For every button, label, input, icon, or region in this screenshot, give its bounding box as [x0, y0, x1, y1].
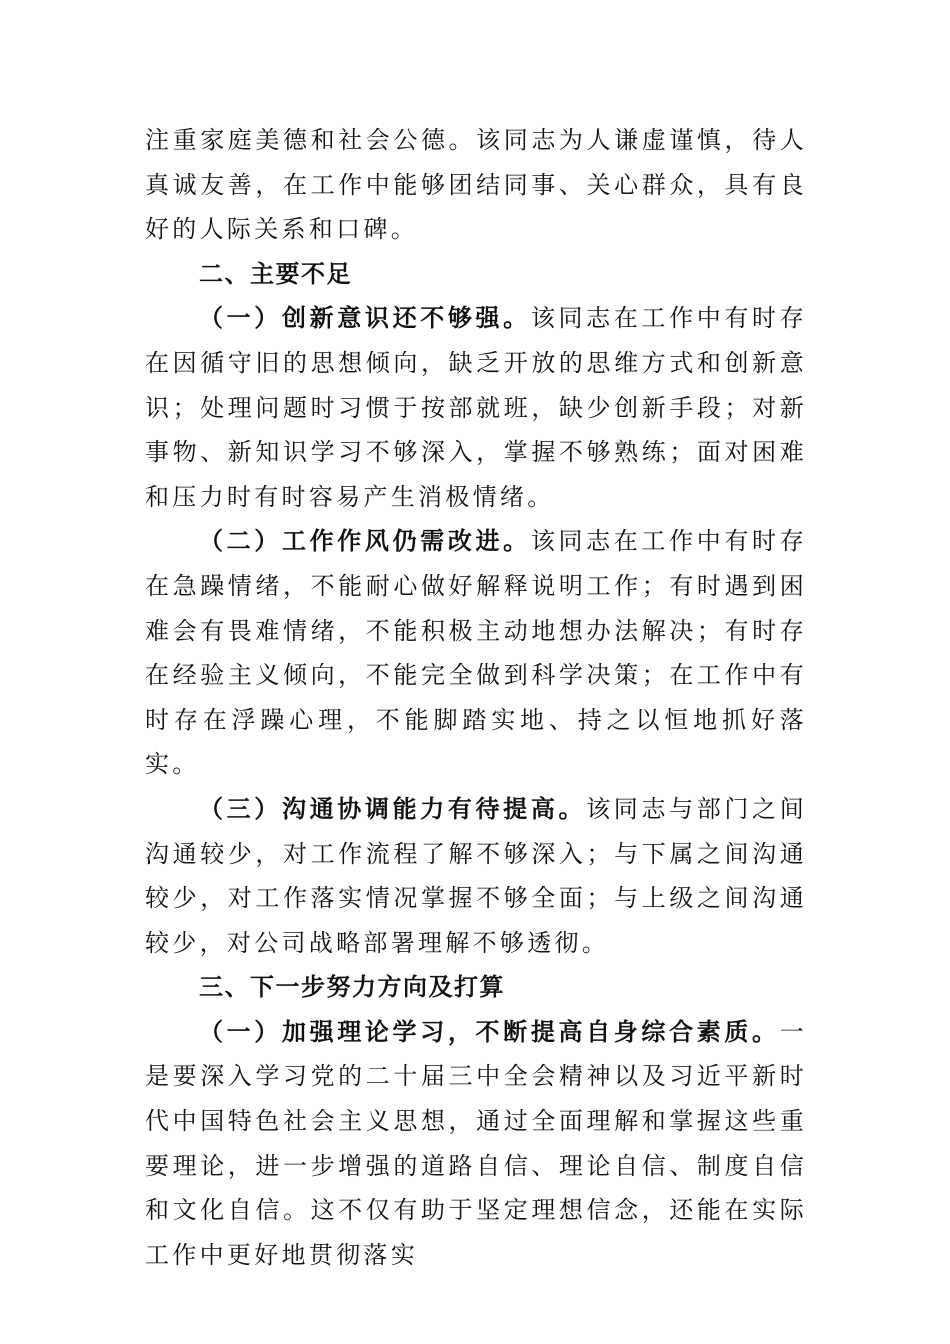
subheading-work-style: （二）工作作风仍需改进。: [199, 526, 531, 556]
paragraph-communication: [145, 787, 807, 965]
subheading-communication: （三）沟通协调能力有待提高。: [199, 793, 587, 823]
paragraph-innovation-text: 该同志在工作中有时存在因循守旧的思想倾向，缺乏开放的思维方式和创新意识；处理问题时习惯于按部就班，缺少创新手段；对新事物、新知识学习不够深入，掌握不够熟练；面对困难和压力时有时容易产生消极情绪。: [145, 304, 807, 511]
subheading-theory-study: （一）加强理论学习，不断提高自身综合素质。: [199, 1016, 780, 1046]
paragraph-work-style-text: 该同志在工作中有时存在急躁情绪，不能耐心做好解释说明工作；有时遇到困难会有畏难情绪，不能积极主动地想办法解决；有时存在经验主义倾向，不能完全做到科学决策；在工作中有时存在浮躁心理，不能脚踏实地、持之以恒地抓好落实。: [145, 527, 807, 779]
document-body: [145, 118, 807, 1277]
paragraph-work-style: [145, 519, 807, 787]
paragraph-innovation: [145, 296, 807, 519]
section-heading-next-steps: 三、下一步努力方向及打算: [199, 973, 505, 1002]
section-heading-shortcomings: 二、主要不足: [199, 259, 352, 288]
paragraph-communication-text: 该同志与部门之间沟通较少，对工作流程了解不够深入；与下属之间沟通较少，对工作落实情况掌握不够全面；与上级之间沟通较少，对公司战略部署理解不够透彻。: [145, 794, 808, 957]
paragraph-theory-study: [145, 1010, 807, 1278]
subheading-innovation: （一）创新意识还不够强。: [199, 303, 531, 333]
paragraph-virtues: 注重家庭美德和社会公德。该同志为人谦虚谨慎，待人真诚友善，在工作中能够团结同事、关心群众，具有良好的人际关系和口碑。: [145, 126, 807, 244]
paragraph-theory-study-text: 一是要深入学习党的二十届三中全会精神以及习近平新时代中国特色社会主义思想，通过全面理解和掌握这些重要理论，进一步增强的道路自信、理论自信、制度自信和文化自信。这不仅有助于坚定理想信念，还能在实际工作中更好地贯彻落实: [145, 1017, 807, 1269]
